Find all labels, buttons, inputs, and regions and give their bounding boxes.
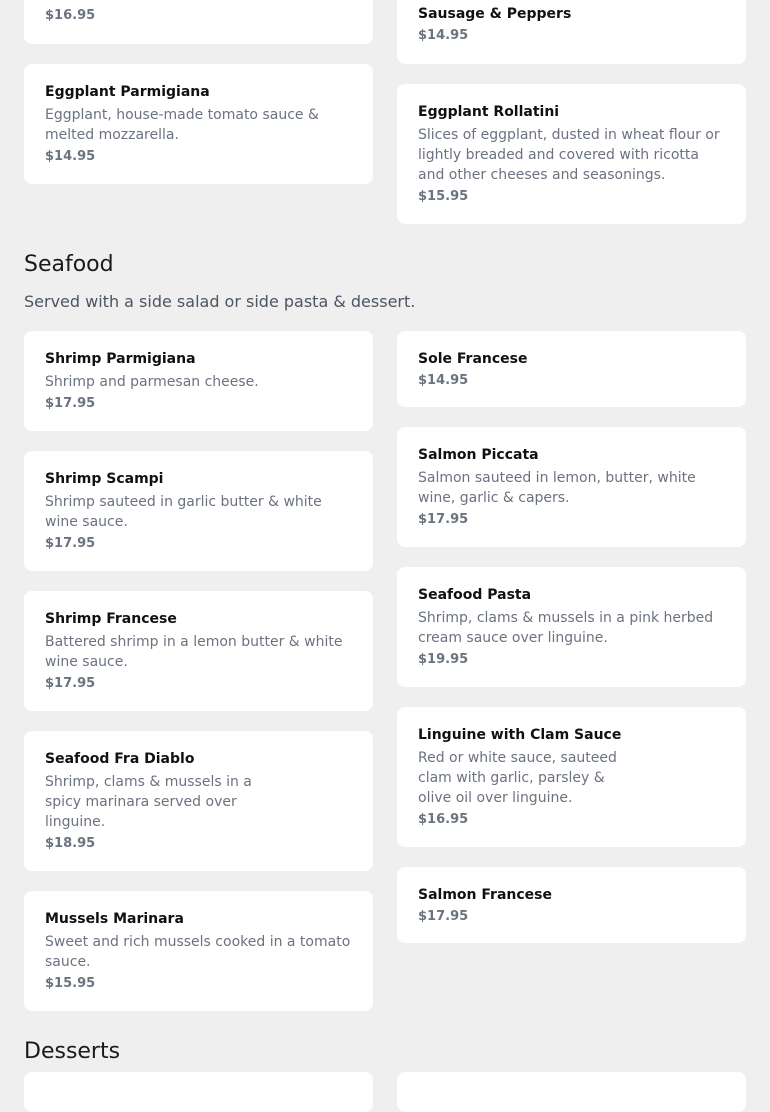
item-description: Shrimp, clams & mussels in a pink herbed cream sauce over linguine. — [418, 610, 714, 646]
item-description: Salmon sauteed in lemon, butter, white wine, garlic & capers. — [418, 470, 696, 506]
item-price: $17.95 — [45, 396, 96, 411]
item-price: $16.95 — [45, 8, 96, 23]
item-name: Shrimp Parmigiana — [45, 351, 196, 367]
item-price: $17.95 — [418, 909, 469, 924]
item-price: $18.95 — [45, 836, 96, 851]
menu-item-card[interactable] — [397, 427, 746, 547]
item-name: Shrimp Scampi — [45, 471, 164, 487]
item-description: Shrimp and parmesan cheese. — [45, 374, 259, 390]
item-name: Salmon Piccata — [418, 447, 539, 463]
item-description: Slices of eggplant, dusted in wheat flour or lightly breaded and covered with ricotta and other cheeses and seasonings. — [418, 127, 720, 183]
item-description: Eggplant, house-made tomato sauce & melted mozzarella. — [45, 107, 319, 143]
item-name: Linguine with Clam Sauce — [418, 727, 622, 743]
menu-item-card[interactable] — [397, 84, 746, 224]
item-price: $17.95 — [418, 512, 469, 527]
menu-item-card[interactable] — [397, 567, 746, 687]
item-price: $14.95 — [45, 149, 96, 164]
item-name: Mussels Marinara — [45, 911, 184, 927]
menu-item-card[interactable] — [397, 867, 746, 943]
menu-item-card[interactable] — [24, 731, 373, 871]
item-name: Sausage & Peppers — [418, 6, 572, 22]
item-description: Shrimp sauteed in garlic butter & white wine sauce. — [45, 494, 322, 530]
item-price: $17.95 — [45, 676, 96, 691]
section-title: Seafood — [24, 252, 114, 277]
menu-item-card[interactable] — [397, 0, 746, 64]
item-description: Red or white sauce, sauteed clam with garlic, parsley & olive oil over linguine. — [418, 750, 617, 806]
item-price: $16.95 — [418, 812, 469, 827]
item-price: $15.95 — [45, 976, 96, 991]
item-name: Seafood Pasta — [418, 587, 532, 603]
section-subtitle: Served with a side salad or side pasta & dessert. — [24, 292, 416, 311]
item-description: Shrimp, clams & mussels in a spicy marinara served over linguine. — [45, 774, 252, 830]
menu-item-card[interactable] — [397, 707, 746, 847]
item-price: $14.95 — [418, 373, 469, 388]
item-name: Eggplant Rollatini — [418, 104, 560, 120]
item-description: Sweet and rich mussels cooked in a tomato sauce. — [45, 934, 351, 970]
menu-item-card[interactable] — [24, 891, 373, 1011]
item-name: Eggplant Parmigiana — [45, 84, 210, 100]
menu-item-card[interactable] — [24, 64, 373, 184]
menu-item-card[interactable] — [24, 1072, 373, 1112]
menu-item-card[interactable] — [24, 331, 373, 431]
menu-item-card[interactable] — [24, 451, 373, 571]
item-price: $15.95 — [418, 189, 469, 204]
item-price: $17.95 — [45, 536, 96, 551]
menu-item-card[interactable] — [397, 331, 746, 407]
item-price: $19.95 — [418, 652, 469, 667]
menu-item-card[interactable] — [397, 1072, 746, 1112]
item-name: Shrimp Francese — [45, 611, 177, 627]
item-name: Salmon Francese — [418, 887, 552, 903]
section-title: Desserts — [24, 1039, 121, 1064]
menu-item-card[interactable] — [24, 591, 373, 711]
menu-item-card[interactable] — [24, 0, 373, 44]
item-name: Seafood Fra Diablo — [45, 751, 195, 767]
item-description: Battered shrimp in a lemon butter & white wine sauce. — [45, 634, 343, 670]
item-name: Sole Francese — [418, 351, 528, 367]
item-price: $14.95 — [418, 28, 469, 43]
